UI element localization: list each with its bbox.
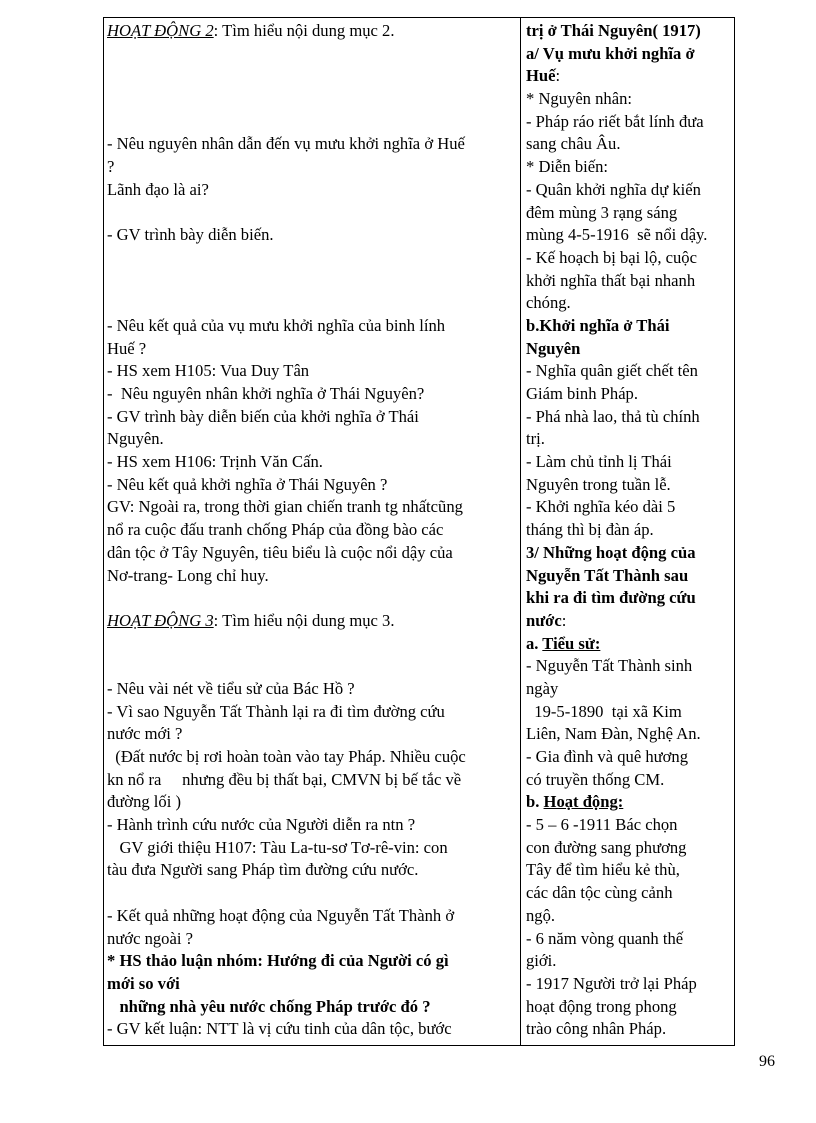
text-run: - Gia đình và quê hương [526, 747, 689, 766]
text-line [107, 587, 515, 610]
lesson-content-column [526, 20, 732, 1041]
text-run: nước [526, 610, 562, 630]
text-run: Huế [526, 66, 556, 86]
text-line [526, 133, 732, 156]
text-run: con đường sang phương [526, 837, 687, 857]
text-line [107, 814, 515, 837]
text-line [107, 769, 515, 792]
text-line [526, 270, 732, 293]
text-run: hoạt động trong phong [526, 996, 677, 1016]
text-line [107, 519, 515, 542]
text-run: * HS thảo luận nhóm: Hướng đi của Người có gì [107, 951, 449, 971]
text-run: HOẠT ĐỘNG 2 [107, 21, 214, 40]
text-line [526, 20, 732, 43]
text-line [107, 791, 515, 814]
text-run: Hoạt động: [543, 792, 624, 812]
text-line [526, 973, 732, 996]
text-run: những nhà yêu nước chống Pháp trước đó ? [107, 996, 431, 1016]
text-run: 19-5-1890 tại xã Kim [526, 701, 682, 721]
text-line [526, 292, 732, 315]
text-line [526, 202, 732, 225]
text-line [107, 633, 515, 656]
text-line [107, 179, 515, 202]
text-line [107, 133, 515, 156]
text-line [107, 20, 515, 43]
text-line [526, 111, 732, 134]
text-line [526, 65, 732, 88]
text-run: nước ngoài ? [107, 928, 193, 948]
text-line [526, 950, 732, 973]
text-line [107, 996, 515, 1019]
text-line [526, 633, 732, 656]
column-divider [520, 18, 521, 1045]
text-run: mới so với [107, 973, 180, 993]
text-run: * Nguyên nhân: [526, 89, 632, 109]
text-line [107, 88, 515, 111]
text-run: - Khởi nghĩa kéo dài 5 [526, 497, 676, 517]
text-line [526, 247, 732, 270]
text-run: - GV trình bày diễn biến. [107, 225, 274, 245]
text-line [526, 315, 732, 338]
text-run: các dân tộc cùng cảnh [526, 883, 673, 903]
text-run: : Tìm hiểu nội dung mục 2. [213, 21, 395, 40]
text-line [107, 655, 515, 678]
text-run: Nguyên. [107, 429, 164, 449]
text-run: - HS xem H106: Trịnh Văn Cấn. [107, 452, 323, 472]
text-line [526, 224, 732, 247]
text-run: - Nêu vài nét về tiểu sử của Bác Hồ ? [107, 678, 355, 698]
text-run: ? [107, 157, 115, 177]
text-run: HOẠT ĐỘNG 3 [107, 610, 214, 630]
text-line [107, 292, 515, 315]
text-line [107, 383, 515, 406]
text-run: kn nổ ra nhưng đều bị thất bại, CMVN bị bế tắc về [107, 769, 462, 789]
text-run: GV: Ngoài ra, trong thời gian chiến tranh tg nhấtcũng [107, 497, 463, 517]
text-line [526, 179, 732, 202]
text-run: a/ Vụ mưu khởi nghĩa ở [526, 43, 695, 63]
text-line [526, 360, 732, 383]
text-line [107, 270, 515, 293]
text-line [526, 338, 732, 361]
text-run: khi ra đi tìm đường cứu [526, 588, 696, 608]
text-line [526, 88, 732, 111]
text-line [107, 837, 515, 860]
text-run: - Phá nhà lao, thả tù chính [526, 406, 700, 426]
text-run: Liên, Nam Đàn, Nghệ An. [526, 724, 701, 744]
text-run: - Hành trình cứu nước của Người diễn ra ntn ? [107, 815, 416, 835]
text-line [107, 928, 515, 951]
text-run: Giám binh Pháp. [526, 384, 638, 403]
text-run: ngày [526, 678, 559, 698]
text-line [107, 973, 515, 996]
text-run: Huế ? [107, 338, 147, 358]
text-line [526, 383, 732, 406]
lesson-table [103, 17, 735, 1046]
text-run: Lãnh đạo là ai? [107, 179, 209, 199]
text-run: * Diễn biến: [526, 157, 609, 177]
text-line [107, 247, 515, 270]
text-run: - GV trình bày diễn biến của khởi nghĩa ở Thái [107, 406, 419, 426]
text-run: dân tộc ở Tây Nguyên, tiêu biểu là cuộc nổi dậy của [107, 542, 453, 562]
text-line [526, 905, 732, 928]
text-line [107, 701, 515, 724]
text-line [526, 610, 732, 633]
text-run: giới. [526, 951, 557, 971]
text-run: - 6 năm vòng quanh thế [526, 928, 684, 948]
text-line [526, 859, 732, 882]
text-line [107, 224, 515, 247]
text-line [107, 565, 515, 588]
text-line [107, 678, 515, 701]
text-line [526, 156, 732, 179]
text-run: 3/ Những hoạt động của [526, 542, 696, 562]
text-line [526, 837, 732, 860]
text-line [526, 769, 732, 792]
text-run: : Tìm hiểu nội dung mục 3. [213, 610, 395, 630]
text-line [526, 406, 732, 429]
text-line [526, 996, 732, 1019]
text-line [107, 65, 515, 88]
text-run: - HS xem H105: Vua Duy Tân [107, 361, 310, 381]
text-run: khởi nghĩa thất bại nhanh [526, 270, 696, 290]
text-run: sang châu Âu. [526, 134, 621, 154]
text-run: b.Khởi nghĩa ở Thái [526, 315, 670, 335]
text-run: b. [526, 792, 544, 812]
text-line [107, 610, 515, 633]
text-line [526, 746, 732, 769]
text-line [526, 1018, 732, 1041]
text-line [526, 474, 732, 497]
text-run: Nguyên [526, 338, 581, 358]
text-line [526, 587, 732, 610]
text-run: - Nghĩa quân giết chết tên [526, 361, 698, 381]
text-line [526, 655, 732, 678]
text-run: a. [526, 633, 543, 653]
text-line [107, 338, 515, 361]
text-run: tàu đưa Người sang Pháp tìm đường cứu nước. [107, 860, 419, 880]
text-line [526, 542, 732, 565]
text-run: : [561, 610, 567, 630]
text-run: - Nêu nguyên nhân khởi nghĩa ở Thái Nguyên? [107, 384, 425, 403]
text-line [526, 519, 732, 542]
text-line [526, 814, 732, 837]
text-run: Nơ-trang- Long chỉ huy. [107, 565, 269, 585]
text-line [107, 451, 515, 474]
text-line [107, 496, 515, 519]
text-run: - Pháp ráo riết bắt lính đưa [526, 111, 704, 131]
text-line [526, 428, 732, 451]
text-line [107, 859, 515, 882]
text-run: trị ở Thái Nguyên( 1917) [526, 21, 701, 40]
text-line [107, 202, 515, 225]
text-line [526, 678, 732, 701]
text-line [107, 542, 515, 565]
text-run: - Vì sao Nguyễn Tất Thành lại ra đi tìm đường cứu [107, 701, 445, 721]
text-line [526, 791, 732, 814]
text-line [107, 746, 515, 769]
text-line [107, 882, 515, 905]
text-run: - 1917 Người trở lại Pháp [526, 973, 697, 993]
text-run: - GV kết luận: NTT là vị cứu tinh của dân tộc, bước [107, 1019, 452, 1039]
text-line [107, 315, 515, 338]
text-line [107, 474, 515, 497]
text-run: Nguyên trong tuần lễ. [526, 474, 671, 494]
text-run: Tiểu sử: [542, 633, 601, 653]
text-run: - Nêu nguyên nhân dẫn đến vụ mưu khởi nghĩa ở Huế [107, 134, 465, 154]
text-line [526, 723, 732, 746]
teacher-activities-column [107, 20, 515, 1041]
text-run: GV giới thiệu H107: Tàu La-tu-sơ Tơ-rê-vin: con [107, 837, 448, 857]
text-line [107, 1018, 515, 1041]
text-line [107, 723, 515, 746]
text-run: - 5 – 6 -1911 Bác chọn [526, 815, 678, 835]
text-run: - Nêu kết quả của vụ mưu khởi nghĩa của binh lính [107, 315, 446, 335]
text-run: ngộ. [526, 905, 556, 925]
text-line [107, 406, 515, 429]
text-line [107, 43, 515, 66]
text-run: có truyền thống CM. [526, 769, 665, 789]
text-run: đường lối ) [107, 792, 181, 812]
text-line [107, 360, 515, 383]
text-run: - Nêu kết quả khởi nghĩa ở Thái Nguyên ? [107, 474, 388, 494]
text-line [107, 156, 515, 179]
text-run: (Đất nước bị rơi hoàn toàn vào tay Pháp. Nhiều cuộc [107, 747, 466, 766]
text-run: đêm mùng 3 rạng sáng [526, 202, 678, 222]
text-line [526, 882, 732, 905]
text-line [526, 43, 732, 66]
text-line [107, 950, 515, 973]
text-line [526, 451, 732, 474]
text-line [107, 428, 515, 451]
text-run: mùng 4-5-1916 sẽ nổi dậy. [526, 225, 708, 245]
text-run: : [555, 66, 561, 86]
text-run: trào công nhân Pháp. [526, 1019, 667, 1039]
text-run: - Làm chủ tỉnh lị Thái [526, 452, 672, 472]
text-run: chóng. [526, 293, 571, 313]
text-line [526, 496, 732, 519]
text-line [107, 905, 515, 928]
text-run: Tây để tìm hiểu kẻ thù, [526, 860, 680, 880]
text-run: - Quân khởi nghĩa dự kiến [526, 179, 701, 199]
text-run: - Nguyễn Tất Thành sinh [526, 656, 693, 676]
text-line [526, 928, 732, 951]
page-number: 96 [759, 1053, 775, 1070]
text-run: nổ ra cuộc đấu tranh chống Pháp của đồng bào các [107, 520, 444, 540]
text-run: Nguyễn Tất Thành sau [526, 565, 689, 585]
text-run: tháng thì bị đàn áp. [526, 520, 654, 540]
text-run: trị. [526, 429, 545, 449]
text-run: nước mới ? [107, 724, 183, 744]
text-run: - Kết quả những hoạt động của Nguyễn Tất Thành ở [107, 905, 455, 925]
text-line [526, 701, 732, 724]
text-run: - Kế hoạch bị bại lộ, cuộc [526, 247, 697, 267]
text-line [526, 565, 732, 588]
text-line [107, 111, 515, 134]
